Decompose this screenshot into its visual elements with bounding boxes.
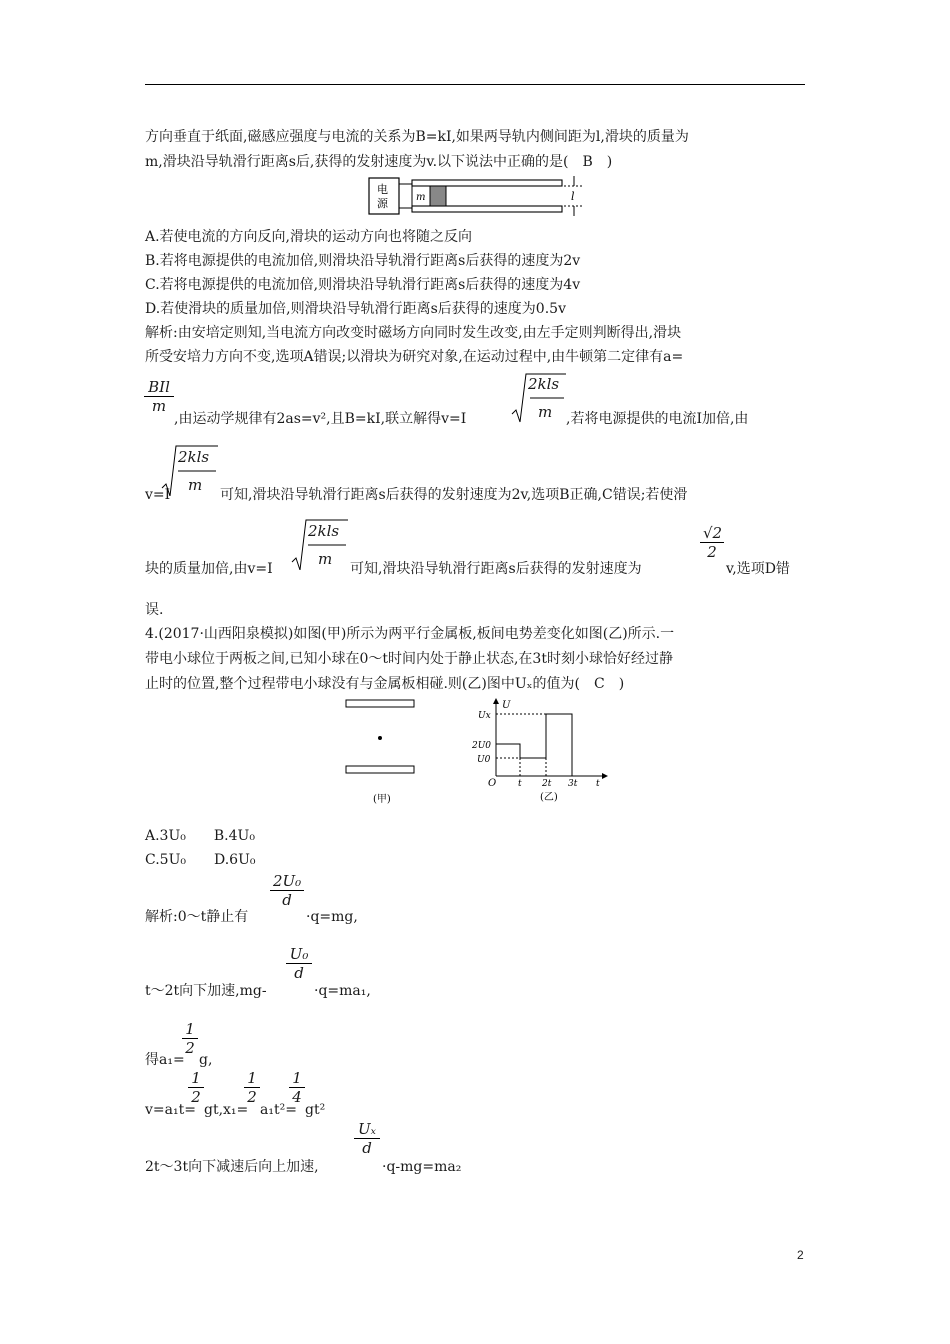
page-number: 2 — [797, 1248, 804, 1262]
q4-solution-3: 得a₁= — [145, 1052, 185, 1068]
axis-tick-t: t — [518, 779, 522, 789]
option-d: D.若使滑块的质量加倍,则滑块沿导轨滑行距离s后获得的速度为0.5v — [145, 301, 566, 317]
fraction-denominator: d — [282, 891, 292, 909]
q3-line-2: m,滑块沿导轨滑行距离s后,获得的发射速度为v.以下说法中正确的是( B ) — [145, 154, 613, 170]
caption-jia: (甲) — [373, 794, 391, 805]
figure-jia-plates — [340, 698, 420, 808]
axis-label-t: t — [596, 779, 600, 789]
solution-line-1: 解析:由安培定则知,当电流方向改变时磁场方向同时发生改变,由左手定则判断得出,滑块 — [145, 325, 682, 341]
fraction-2u0-d — [270, 872, 304, 909]
fraction-numerator: 1 — [185, 1020, 195, 1038]
slider-block — [430, 186, 446, 206]
q4-options-ab: A.3U₀ B.4U₀ — [145, 828, 255, 844]
fraction-denominator: 4 — [292, 1088, 302, 1106]
q3-line-1: 方向垂直于纸面,磁感应强度与电流的关系为B=kI,如果两导轨内侧间距为l,滑块的质量为 — [145, 129, 689, 145]
solution-line-3a: ,由运动学规律有2as=v²,且B=kI,联立解得v=I — [174, 411, 467, 427]
q4-line-1: 4.(2017·山西阳泉模拟)如图(甲)所示为两平行金属板,板间电势差变化如图(乙)所示.一 — [145, 626, 675, 642]
sqrt-denominator-3: m — [318, 550, 333, 568]
sqrt-numerator-2: 2kls — [178, 448, 210, 466]
option-c: C.若将电源提供的电流加倍,则滑块沿导轨滑行距离s后获得的速度为4v — [145, 277, 581, 293]
caption-yi: (乙) — [540, 792, 558, 803]
solution-line-2: 所受安培力方向不变,选项A错误;以滑块为研究对象,在运动过程中,由牛顿第二定律有a= — [145, 349, 684, 365]
sqrt-denominator-2: m — [188, 476, 203, 494]
q4-line-3: 止时的位置,整个过程带电小球没有与金属板相碰.则(乙)图中Uₓ的值为( C ) — [145, 676, 625, 692]
fraction-denominator: d — [362, 1139, 372, 1157]
power-label-1: 电 — [377, 183, 388, 196]
fraction-bil-m — [144, 378, 174, 415]
railgun-figure — [366, 176, 586, 218]
gap-label: l — [571, 190, 575, 203]
solution-line-4b: 可知,滑块沿导轨滑行距离s后获得的发射速度为2v,选项B正确,C错误;若使滑 — [220, 487, 688, 503]
fraction-denominator: m — [151, 397, 167, 415]
solution-line-5b: 可知,滑块沿导轨滑行距离s后获得的发射速度为 — [350, 561, 642, 577]
fraction-ux-d — [354, 1120, 380, 1157]
q4-line-2: 带电小球位于两板之间,已知小球在0～t时间内处于静止状态,在3t时刻小球恰好经过静 — [145, 651, 673, 667]
fraction-denominator: 2 — [191, 1088, 201, 1106]
mass-label: m — [416, 192, 426, 203]
fraction-numerator: √2 — [703, 524, 723, 542]
solution-line-6: 误. — [145, 602, 164, 618]
fraction-half-3 — [244, 1069, 260, 1106]
q4-solution-4b: gt,x₁= — [204, 1102, 249, 1118]
q4-solution-1: 解析:0～t静止有 — [145, 909, 249, 925]
figure-yi-graph — [472, 696, 612, 808]
solution-line-5a: 块的质量加倍,由v=I — [145, 561, 273, 577]
sqrt-numerator-3: 2kls — [308, 522, 340, 540]
q4-options-cd: C.5U₀ D.6U₀ — [145, 852, 256, 868]
fraction-denominator: 2 — [707, 543, 717, 561]
axis-tick-3t: 3t — [568, 779, 578, 789]
option-a: A.若使电流的方向反向,滑块的运动方向也将随之反向 — [145, 229, 473, 245]
axis-u0: U0 — [477, 755, 491, 765]
sqrt-numerator-1: 2kls — [528, 375, 560, 393]
fraction-u0-d — [286, 945, 312, 982]
fraction-denominator: 2 — [247, 1088, 257, 1106]
q4-solution-4c: a₁t²= — [260, 1102, 297, 1118]
fraction-denominator: d — [294, 964, 304, 982]
fraction-denominator: 2 — [185, 1039, 195, 1057]
solution-line-3b: ,若将电源提供的电流I加倍,由 — [566, 411, 749, 427]
axis-ux: Ux — [478, 711, 491, 721]
q4-solution-2: t～2t向下加速,mg- — [145, 983, 267, 999]
fraction-numerator: 1 — [292, 1069, 302, 1087]
fraction-numerator: BIl — [148, 378, 170, 396]
solution-line-4a: v=I — [145, 487, 171, 503]
header-rule — [145, 84, 805, 85]
fraction-numerator: 2U₀ — [273, 872, 302, 890]
q4-solution-1b: ·q=mg, — [306, 909, 358, 925]
q4-solution-2b: ·q=ma₁, — [314, 983, 371, 999]
axis-tick-2t: 2t — [542, 779, 552, 789]
fraction-quarter — [289, 1069, 305, 1106]
axis-2u0: 2U0 — [472, 741, 492, 751]
solution-line-5c: v,选项D错 — [726, 561, 790, 577]
fraction-sqrt2-over-2 — [700, 524, 724, 561]
fraction-numerator: Uₓ — [358, 1120, 376, 1138]
q4-solution-5b: ·q-mg=ma₂ — [382, 1159, 462, 1175]
fraction-numerator: 1 — [247, 1069, 257, 1087]
q4-solution-5: 2t～3t向下减速后向上加速, — [145, 1159, 319, 1175]
option-b: B.若将电源提供的电流加倍,则滑块沿导轨滑行距离s后获得的速度为2v — [145, 253, 581, 269]
q4-solution-3b: g, — [199, 1052, 213, 1068]
fraction-numerator: 1 — [191, 1069, 201, 1087]
power-label-2: 源 — [377, 197, 388, 210]
q4-solution-4d: gt² — [305, 1102, 326, 1118]
q4-solution-4: v=a₁t= — [145, 1102, 196, 1118]
sqrt-denominator-1: m — [538, 403, 553, 421]
fraction-numerator: U₀ — [289, 945, 309, 963]
axis-u: U — [502, 700, 511, 711]
axis-origin: O — [488, 778, 497, 789]
fraction-half-2 — [188, 1069, 204, 1106]
